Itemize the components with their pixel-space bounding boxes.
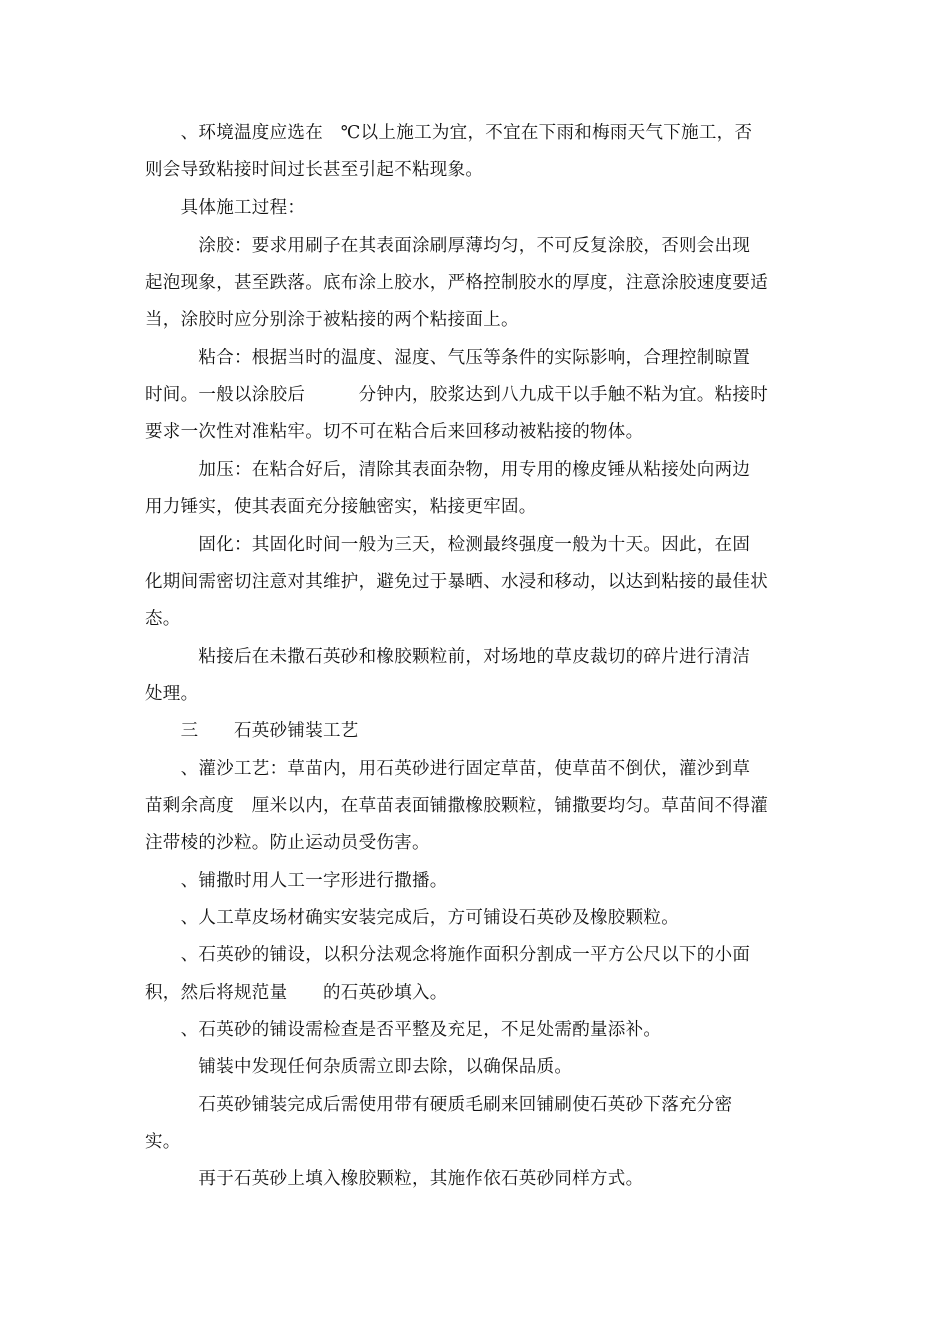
section-label: 具体施工过程： bbox=[145, 198, 306, 218]
text-line: 要求一次性对准粘牢。切不可在粘合后来回移动被粘接的物体。 bbox=[145, 422, 644, 442]
text-line: 、环境温度应选在 ℃以上施工为宜，不宜在下雨和梅雨天气下施工，否 bbox=[145, 123, 753, 143]
text-line: 用力锤实，使其表面充分接触密实，粘接更牢固。 bbox=[145, 497, 537, 517]
text-line: 、人工草皮场材确实安装完成后，方可铺设石英砂及橡胶颗粒。 bbox=[145, 908, 679, 928]
text-line: 注带棱的沙粒。防止运动员受伤害。 bbox=[145, 833, 430, 853]
text-line: 加压：在粘合好后，清除其表面杂物，用专用的橡皮锤从粘接处向两边 bbox=[145, 460, 751, 480]
text-line: 苗剩余高度 厘米以内，在草苗表面铺撒橡胶颗粒，铺撒要均匀。草苗间不得灌 bbox=[145, 796, 768, 816]
section-heading: 三 石英砂铺装工艺 bbox=[145, 721, 359, 741]
text-line: 石英砂铺装完成后需使用带有硬质毛刷来回铺刷使石英砂下落充分密 bbox=[145, 1095, 733, 1115]
text-line: 再于石英砂上填入橡胶颗粒，其施作依石英砂同样方式。 bbox=[145, 1169, 644, 1189]
text-line: 则会导致粘接时间过长甚至引起不粘现象。 bbox=[145, 160, 484, 180]
text-line: 实。 bbox=[145, 1132, 181, 1152]
text-line: 铺装中发现任何杂质需立即去除，以确保品质。 bbox=[145, 1057, 573, 1077]
text-line: 粘接后在未撒石英砂和橡胶颗粒前，对场地的草皮裁切的碎片进行清洁 bbox=[145, 647, 751, 667]
text-line: 起泡现象，甚至跌落。底布涂上胶水，严格控制胶水的厚度，注意涂胶速度要适 bbox=[145, 273, 768, 293]
text-line: 涂胶：要求用刷子在其表面涂刷厚薄均匀，不可反复涂胶，否则会出现 bbox=[145, 236, 751, 256]
text-line: 积，然后将规范量 的石英砂填入。 bbox=[145, 983, 448, 1003]
text-line: 、铺撒时用人工一字形进行撒播。 bbox=[145, 871, 448, 891]
text-line: 固化：其固化时间一般为三天，检测最终强度一般为十天。因此，在固 bbox=[145, 535, 751, 555]
text-line: 粘合：根据当时的温度、湿度、气压等条件的实际影响，合理控制晾置 bbox=[145, 348, 751, 368]
text-line: 时间。一般以涂胶后 分钟内，胶浆达到八九成干以手触不粘为宜。粘接时 bbox=[145, 385, 768, 405]
text-line: 、石英砂的铺设，以积分法观念将施作面积分割成一平方公尺以下的小面 bbox=[145, 945, 751, 965]
text-line: 处理。 bbox=[145, 684, 199, 704]
text-line: 当，涂胶时应分别涂于被粘接的两个粘接面上。 bbox=[145, 310, 519, 330]
text-line: 、石英砂的铺设需检查是否平整及充足，不足处需酌量添补。 bbox=[145, 1020, 662, 1040]
text-line: 化期间需密切注意对其维护，避免过于暴晒、水浸和移动，以达到粘接的最佳状 bbox=[145, 572, 768, 592]
text-line: 、灌沙工艺：草苗内，用石英砂进行固定草苗，使草苗不倒伏，灌沙到草 bbox=[145, 759, 751, 779]
text-line: 态。 bbox=[145, 609, 181, 629]
